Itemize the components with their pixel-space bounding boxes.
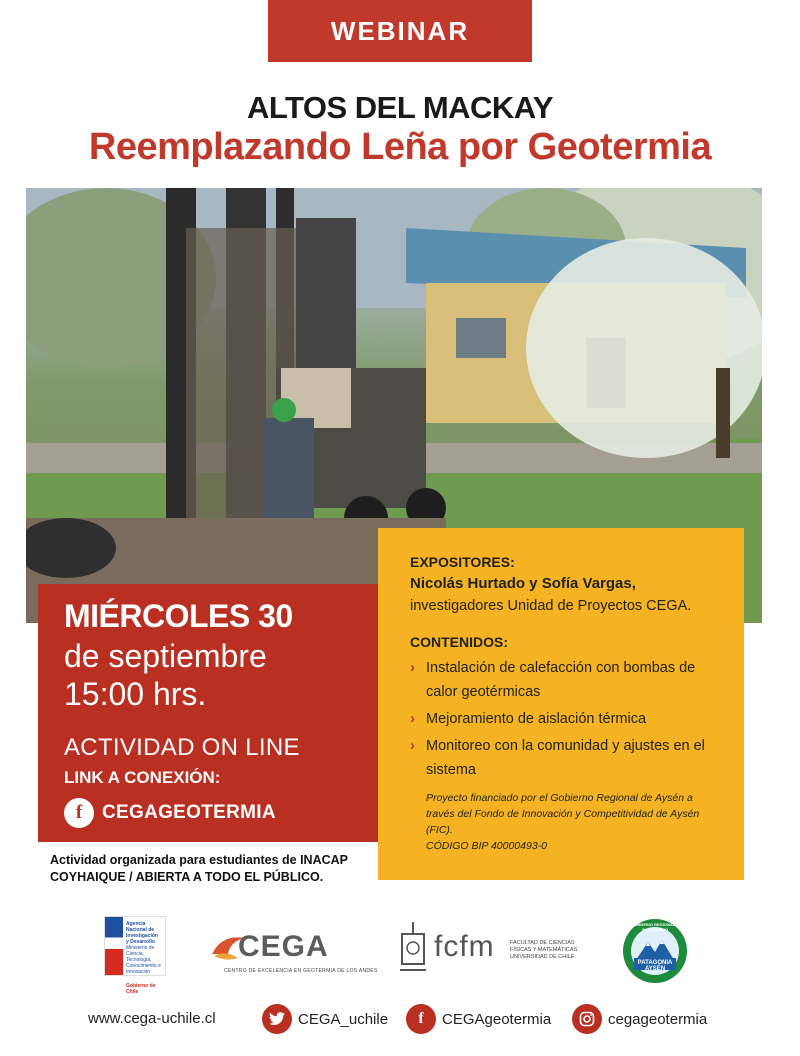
cega-logo: CEGA CENTRO DE EXCELENCIA EN GEOTERMIA DE LOS ANDES: [208, 924, 358, 980]
chevron-right-icon: ›: [410, 737, 415, 754]
event-time: 15:00 hrs.: [64, 676, 207, 712]
facebook-handle: CEGAGEOTERMIA: [102, 802, 276, 823]
speakers-role: investigadores Unidad de Proyectos CEGA.: [410, 598, 692, 614]
event-month: de septiembre: [64, 638, 267, 674]
organizer-note: Actividad organizada para estudiantes de INACAP COYHAIQUE / ABIERTA A TODO EL PÚBLICO.: [50, 853, 348, 884]
gore-aysen-logo: PATAGONIA AYSÉN GOBIERNO REGIONAL Y SU CONSEJO: [622, 918, 688, 984]
facebook-connection-link[interactable]: [64, 798, 276, 828]
contents-label: CONTENIDOS:: [410, 634, 508, 650]
fcfm-logo: fcfm FACULTAD DE CIENCIAS FÍSICAS Y MATEMÁTICAS UNIVERSIDAD DE CHILE: [398, 918, 588, 980]
twitter-link[interactable]: [262, 1004, 388, 1034]
speakers-names: Nicolás Hurtado y Sofía Vargas,: [410, 575, 636, 592]
instagram-handle: cegageotermia: [608, 1010, 708, 1028]
footer: [0, 1000, 800, 1040]
instagram-icon: [572, 1004, 602, 1034]
instagram-link[interactable]: [572, 1004, 707, 1034]
list-item: › Instalación de calefacción con bombas de calor geotérmicas: [410, 656, 730, 704]
facebook-page: CEGAgeotermia: [442, 1010, 552, 1028]
contents-list: [410, 656, 730, 785]
facebook-icon: f: [406, 1004, 436, 1034]
event-info-panel: [378, 528, 744, 880]
connection-link-label: LINK A CONEXIÓN:: [64, 768, 221, 787]
event-weekday-day: MIÉRCOLES 30: [64, 598, 293, 634]
twitter-handle: CEGA_uchile: [298, 1010, 389, 1028]
website-link[interactable]: www.cega-uchile.cl: [88, 1010, 216, 1027]
event-mode: ACTIVIDAD ON LINE: [64, 734, 300, 761]
sponsor-logos: [0, 912, 800, 995]
webinar-label: WEBINAR: [330, 15, 470, 46]
chevron-right-icon: ›: [410, 710, 415, 727]
twitter-icon: [262, 1004, 292, 1034]
chevron-right-icon: ›: [410, 659, 415, 676]
webinar-banner: [268, 0, 532, 62]
event-date-panel: [38, 584, 378, 842]
funding-note: Proyecto financiado por el Gobierno Regional de Aysén a través del Fondo de Innovación y Competitividad de Aysén (FIC).: [426, 792, 700, 836]
list-item: › Mejoramiento de aislación térmica: [410, 707, 730, 731]
event-title: ALTOS DEL MACKAY: [246, 90, 554, 125]
facebook-link[interactable]: [406, 1004, 551, 1034]
list-item: › Monitoreo con la comunidad y ajustes en el sistema: [410, 734, 730, 782]
speakers-label: EXPOSITORES:: [410, 554, 515, 570]
event-subtitle: Reemplazando Leña por Geotermia: [88, 126, 712, 168]
bip-code: CÓDIGO BIP 40000493-0: [426, 840, 548, 852]
facebook-icon: f: [64, 798, 94, 828]
anid-logo: Agencia Nacional de Investigación y Desarrollo Ministerio de Ciencia, Tecnología, Conocimiento e Innovación Gobierno de Chile: [104, 916, 166, 976]
